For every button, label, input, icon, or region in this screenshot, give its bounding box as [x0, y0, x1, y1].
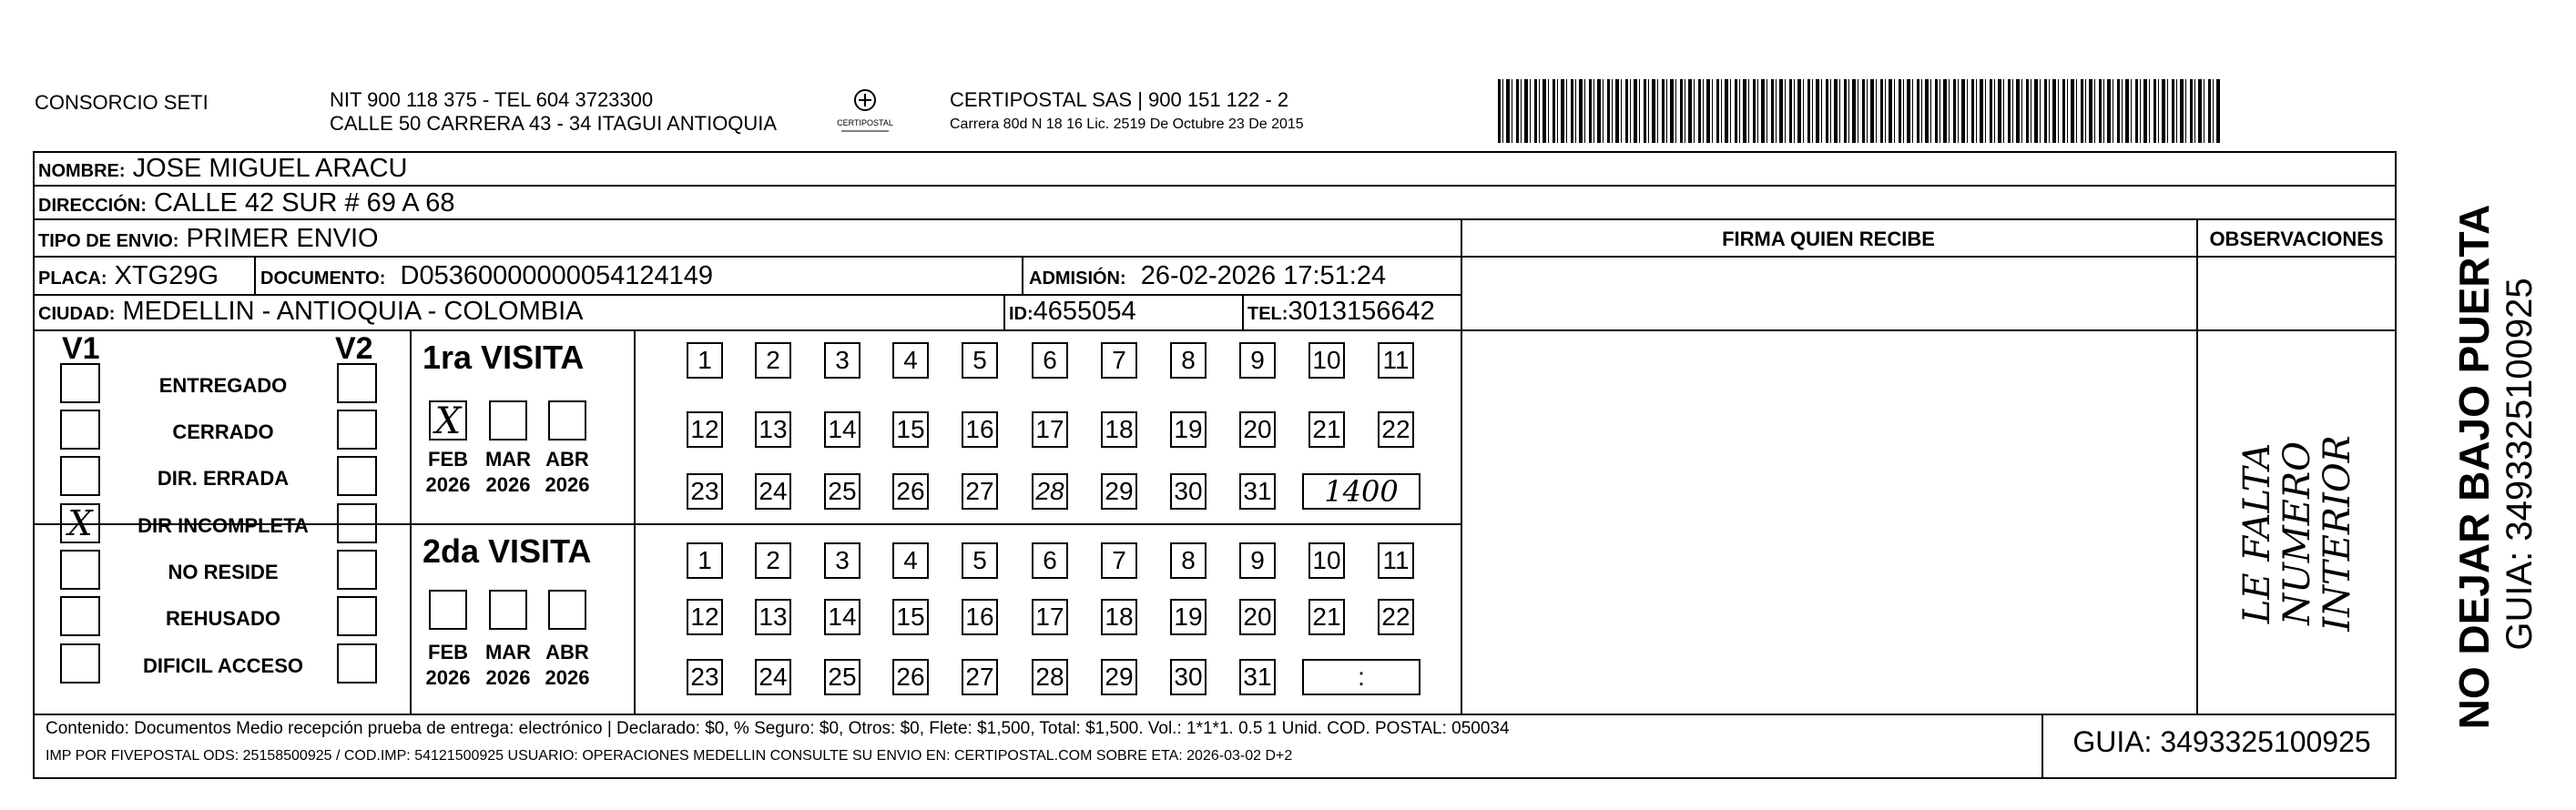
v1-label: V1 — [62, 331, 100, 366]
visit2-day-19[interactable]: 19 — [1170, 599, 1207, 635]
visit1-year-label: 2026 — [545, 473, 590, 496]
footer-contenido: Contenido: Documentos Medio recepción prueba de entrega: electrónico | Declarado: $0, % Seguro: $0, Otros: $0, Flete: $1,500, Total: $1,500. Vol.: 1*1*1. 0.5 1 Unid. COD. POSTAL: 050034 — [46, 719, 1510, 738]
visit2-day-24[interactable]: 24 — [755, 659, 791, 695]
visit2-day-3[interactable]: 3 — [824, 542, 860, 579]
status-label-4: DIR INCOMPLETA — [137, 514, 309, 537]
visit1-day-12[interactable]: 12 — [687, 411, 723, 448]
v1-checkbox-2[interactable] — [60, 410, 100, 450]
visit2-day-21[interactable]: 21 — [1308, 599, 1345, 635]
visit2-year-label: 2026 — [545, 666, 590, 689]
visit2-day-4[interactable]: 4 — [892, 542, 929, 579]
status-label-5: NO RESIDE — [168, 561, 279, 583]
direccion-value: CALLE 42 SUR # 69 A 68 — [153, 188, 455, 218]
visit1-day-27[interactable]: 27 — [962, 473, 998, 510]
visit2-month-label: MAR — [484, 641, 532, 663]
footer-imp: IMP POR FIVEPOSTAL ODS: 25158500925 / COD.IMP: 54121500925 USUARIO: OPERACIONES MEDELLIN CONSULTE SU ENVIO EN: CERTIPOSTAL.COM SOBRE ETA: 2026-03-02 D+2 — [46, 748, 1293, 764]
visit2-day-1[interactable]: 1 — [687, 542, 723, 579]
visit2-day-10[interactable]: 10 — [1308, 542, 1345, 579]
barcode — [1498, 79, 2222, 143]
side-guia: GUIA: 3493325100925 — [2500, 278, 2540, 651]
v1-checkbox-4[interactable]: X — [60, 503, 100, 543]
visit1-day-24[interactable]: 24 — [755, 473, 791, 510]
v1-checkbox-1[interactable] — [60, 363, 100, 403]
visit2-day-26[interactable]: 26 — [892, 659, 929, 695]
v2-checkbox-1[interactable] — [337, 363, 377, 403]
admision-cell: ADMISIÓN: 26-02-2026 17:51:24 — [1029, 261, 1387, 290]
visit2-day-29[interactable]: 29 — [1101, 659, 1137, 695]
direccion-row: DIRECCIÓN: CALLE 42 SUR # 69 A 68 — [38, 188, 455, 218]
nombre-value: JOSE MIGUEL ARACU — [132, 154, 408, 183]
visit1-month-label: FEB — [428, 448, 468, 471]
visit2-day-23[interactable]: 23 — [687, 659, 723, 695]
observaciones-handwritten: LE FALTA NUMERO INTERIOR — [2236, 435, 2358, 632]
certipostal-line-1: CERTIPOSTAL SAS | 900 151 122 - 2 — [950, 88, 1289, 111]
visit2-day-13[interactable]: 13 — [755, 599, 791, 635]
visit1-day-17[interactable]: 17 — [1032, 411, 1068, 448]
visit1-day-4[interactable]: 4 — [892, 342, 929, 379]
certipostal-line-2: Carrera 80d N 18 16 Lic. 2519 De Octubre 23 De 2015 — [950, 116, 1304, 132]
visit1-day-10[interactable]: 10 — [1308, 342, 1345, 379]
status-label-7: DIFICIL ACCESO — [142, 654, 303, 677]
observaciones-label: OBSERVACIONES — [2209, 228, 2384, 250]
documento-cell: DOCUMENTO: D05360000000054124149 — [260, 261, 714, 290]
visit1-day-6[interactable]: 6 — [1032, 342, 1068, 379]
placa-value: XTG29G — [114, 261, 219, 290]
visit2-time-box[interactable]: : — [1302, 659, 1420, 695]
visit2-day-22[interactable]: 22 — [1378, 599, 1414, 635]
visit1-day-23[interactable]: 23 — [687, 473, 723, 510]
visit2-year-label: 2026 — [425, 666, 471, 689]
visit2-day-14[interactable]: 14 — [824, 599, 860, 635]
visit1-day-9[interactable]: 9 — [1239, 342, 1276, 379]
visit1-time-box[interactable]: 1400 — [1302, 473, 1420, 510]
visit1-day-22[interactable]: 22 — [1378, 411, 1414, 448]
placa-cell: PLACA: XTG29G — [38, 261, 219, 290]
footer-guia: GUIA: 3493325100925 — [2072, 725, 2371, 758]
status-label-6: REHUSADO — [166, 607, 280, 630]
visit1-month-label: ABR — [545, 448, 589, 471]
admision-value: 26-02-2026 17:51:24 — [1140, 261, 1387, 290]
visit2-day-6[interactable]: 6 — [1032, 542, 1068, 579]
visit2-day-30[interactable]: 30 — [1170, 659, 1207, 695]
tipo-value: PRIMER ENVIO — [186, 224, 379, 253]
visit1-day-1[interactable]: 1 — [687, 342, 723, 379]
visit1-day-8[interactable]: 8 — [1170, 342, 1207, 379]
documento-value: D05360000000054124149 — [400, 261, 714, 290]
v1-checkbox-3[interactable] — [60, 456, 100, 496]
visit2-day-27[interactable]: 27 — [962, 659, 998, 695]
status-label-1: ENTREGADO — [158, 374, 288, 397]
visit1-day-25[interactable]: 25 — [824, 473, 860, 510]
visit1-day-26[interactable]: 26 — [892, 473, 929, 510]
id-value: 4655054 — [1033, 297, 1136, 326]
visit1-day-14[interactable]: 14 — [824, 411, 860, 448]
visit1-year-label: 2026 — [425, 473, 471, 496]
visit2-day-8[interactable]: 8 — [1170, 542, 1207, 579]
v2-checkbox-7[interactable] — [337, 643, 377, 683]
v1-checkbox-5[interactable] — [60, 550, 100, 590]
visit1-day-19[interactable]: 19 — [1170, 411, 1207, 448]
visit2-title: 2da VISITA — [423, 532, 592, 570]
visit1-year-label: 2026 — [485, 473, 531, 496]
visit1-day-11[interactable]: 11 — [1378, 342, 1414, 379]
visit2-day-20[interactable]: 20 — [1239, 599, 1276, 635]
logo-text: CERTIPOSTAL — [837, 118, 893, 127]
visit2-month-label: FEB — [428, 641, 468, 663]
tel-cell: TEL:3013156642 — [1247, 297, 1435, 326]
visit1-day-3[interactable]: 3 — [824, 342, 860, 379]
visit1-day-16[interactable]: 16 — [962, 411, 998, 448]
v2-checkbox-5[interactable] — [337, 550, 377, 590]
visit1-day-28[interactable]: 28 — [1032, 473, 1068, 510]
ciudad-row: CIUDAD: MEDELLIN - ANTIOQUIA - COLOMBIA — [38, 297, 584, 326]
visit2-day-16[interactable]: 16 — [962, 599, 998, 635]
visit2-month-label: ABR — [545, 641, 589, 663]
visit1-month-label: MAR — [484, 448, 532, 471]
address-line: CALLE 50 CARRERA 43 - 34 ITAGUI ANTIOQUIA — [330, 112, 778, 135]
visit1-day-29[interactable]: 29 — [1101, 473, 1137, 510]
v2-checkbox-6[interactable] — [337, 596, 377, 636]
visit2-day-9[interactable]: 9 — [1239, 542, 1276, 579]
firma-label: FIRMA QUIEN RECIBE — [1722, 228, 1935, 250]
tipo-row: TIPO DE ENVIO: PRIMER ENVIO — [38, 224, 379, 253]
visit1-title: 1ra VISITA — [423, 339, 585, 376]
visit1-month-box-feb[interactable]: X — [429, 400, 467, 440]
visit2-year-label: 2026 — [485, 666, 531, 689]
visit2-month-box-mar[interactable] — [489, 590, 527, 630]
visit2-month-box-feb[interactable] — [429, 590, 467, 630]
visit2-day-2[interactable]: 2 — [755, 542, 791, 579]
visit2-day-11[interactable]: 11 — [1378, 542, 1414, 579]
visit1-day-31[interactable]: 31 — [1239, 473, 1276, 510]
nit-line: NIT 900 118 375 - TEL 604 3723300 — [330, 88, 654, 111]
visit2-day-28[interactable]: 28 — [1032, 659, 1068, 695]
visit2-day-17[interactable]: 17 — [1032, 599, 1068, 635]
visit1-day-5[interactable]: 5 — [962, 342, 998, 379]
status-label-2: CERRADO — [172, 420, 274, 443]
v1-checkbox-7[interactable] — [60, 643, 100, 683]
v2-checkbox-3[interactable] — [337, 456, 377, 496]
company-name: CONSORCIO SETI — [35, 91, 209, 114]
visit1-month-box-mar[interactable] — [489, 400, 527, 440]
visit1-day-15[interactable]: 15 — [892, 411, 929, 448]
visit2-day-7[interactable]: 7 — [1101, 542, 1137, 579]
visit2-month-box-abr[interactable] — [548, 590, 586, 630]
visit1-day-7[interactable]: 7 — [1101, 342, 1137, 379]
id-cell: ID:4655054 — [1009, 297, 1136, 326]
visit1-day-21[interactable]: 21 — [1308, 411, 1345, 448]
visit1-day-2[interactable]: 2 — [755, 342, 791, 379]
v2-label: V2 — [335, 331, 373, 366]
visit2-day-25[interactable]: 25 — [824, 659, 860, 695]
status-label-3: DIR. ERRADA — [157, 467, 290, 490]
visit2-day-12[interactable]: 12 — [687, 599, 723, 635]
visit2-day-5[interactable]: 5 — [962, 542, 998, 579]
v1-checkbox-6[interactable] — [60, 596, 100, 636]
visit2-day-31[interactable]: 31 — [1239, 659, 1276, 695]
certipostal-logo — [836, 84, 894, 138]
visit1-month-box-abr[interactable] — [548, 400, 586, 440]
visit1-day-13[interactable]: 13 — [755, 411, 791, 448]
visit1-day-20[interactable]: 20 — [1239, 411, 1276, 448]
visit2-day-18[interactable]: 18 — [1101, 599, 1137, 635]
side-title: NO DEJAR BAJO PUERTA — [2450, 204, 2498, 730]
visit1-day-30[interactable]: 30 — [1170, 473, 1207, 510]
v2-checkbox-2[interactable] — [337, 410, 377, 450]
ciudad-value: MEDELLIN - ANTIOQUIA - COLOMBIA — [122, 297, 584, 326]
visit2-day-15[interactable]: 15 — [892, 599, 929, 635]
nombre-row: NOMBRE: JOSE MIGUEL ARACU — [38, 154, 408, 183]
tel-value: 3013156642 — [1288, 297, 1435, 326]
visit1-day-18[interactable]: 18 — [1101, 411, 1137, 448]
v2-checkbox-4[interactable] — [337, 503, 377, 543]
